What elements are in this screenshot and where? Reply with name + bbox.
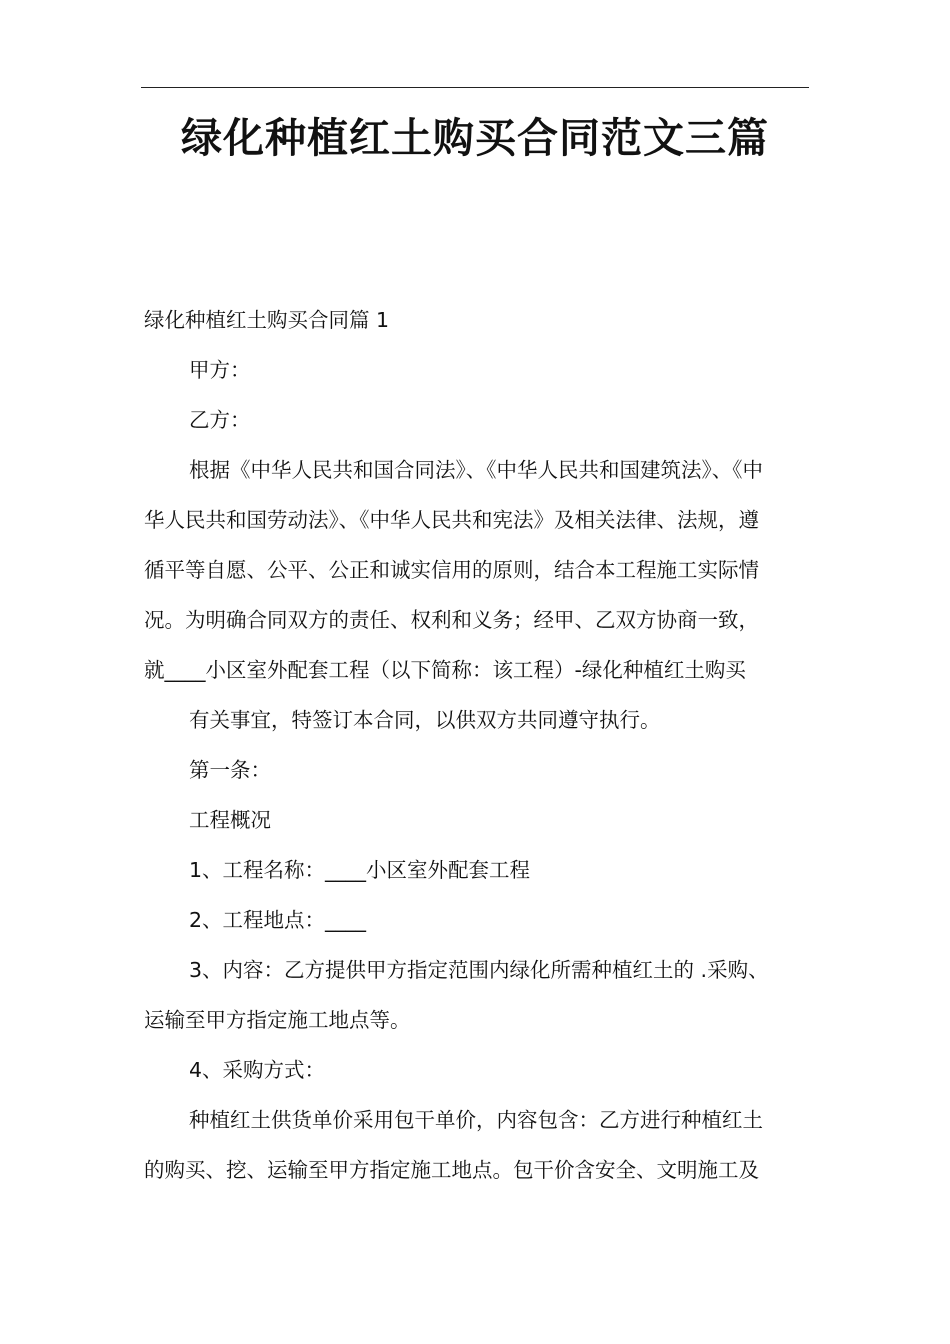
- header-rule: [141, 87, 809, 88]
- list-item: 3、内容：乙方提供甲方指定范围内绿化所需种植红土的 .采购、: [189, 958, 769, 982]
- list-item: 4、采购方式：: [189, 1058, 326, 1082]
- paragraph-line: 华人民共和国劳动法》、《中华人民共和宪法》及相关法律、法规，遵: [144, 508, 759, 532]
- paragraph-line: 就____小区室外配套工程（以下简称：该工程）-绿化种植红土购买: [144, 658, 746, 682]
- paragraph-line: 根据《中华人民共和国合同法》、《中华人民共和国建筑法》、《中: [189, 458, 763, 482]
- document-body: [144, 295, 820, 1195]
- paragraph-line: 种植红土供货单价采用包干单价，内容包含：乙方进行种植红土: [189, 1108, 763, 1132]
- article-heading: 第一条：: [189, 758, 271, 782]
- paragraph-line: 的购买、挖、运输至甲方指定施工地点。包干价含安全、文明施工及: [144, 1158, 759, 1182]
- list-item: 1、工程名称：____小区室外配套工程: [189, 858, 531, 882]
- paragraph-line: 况。为明确合同双方的责任、权利和义务；经甲、乙双方协商一致，: [144, 608, 759, 632]
- article-subheading: 工程概况: [189, 808, 271, 832]
- party-a-line: 甲方：: [189, 358, 251, 382]
- party-b-line: 乙方：: [189, 408, 251, 432]
- paragraph-line: 循平等自愿、公平、公正和诚实信用的原则，结合本工程施工实际情: [144, 558, 759, 582]
- document-title: 绿化种植红土购买合同范文三篇: [181, 114, 769, 162]
- paragraph-line: 有关事宜，特签订本合同，以供双方共同遵守执行。: [189, 708, 661, 732]
- list-item-continuation: 运输至甲方指定施工地点等。: [144, 1008, 411, 1032]
- list-item: 2、工程地点：____: [189, 908, 367, 932]
- section-heading: 绿化种植红土购买合同篇 1: [144, 308, 390, 332]
